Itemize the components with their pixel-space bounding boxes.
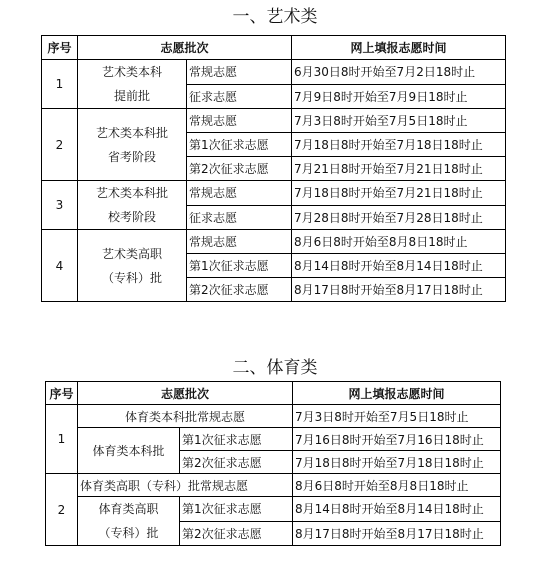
sports-schedule-table (45, 381, 501, 546)
time-cell: 8月6日8时开始至8月8日18时止 (293, 474, 501, 497)
group-number: 4 (42, 230, 78, 302)
table-row (46, 497, 501, 522)
time-cell: 7月28日8时开始至7月28日18时止 (292, 205, 506, 230)
group-number: 1 (46, 405, 78, 474)
table-row (42, 230, 506, 254)
batch-line: 校考阶段 (107, 210, 156, 224)
sub-batch: 常规志愿 (187, 181, 292, 206)
batch-line: （专科）批 (98, 526, 159, 540)
sub-batch: 征求志愿 (187, 84, 292, 109)
group-batch (78, 181, 187, 230)
batch-line: 艺术类本科 (101, 65, 162, 79)
time-cell: 7月3日8时开始至7月5日18时止 (292, 109, 506, 133)
group-number: 2 (42, 109, 78, 181)
group-batch (78, 230, 187, 302)
group-batch (78, 497, 180, 546)
time-cell: 8月6日8时开始至8月8日18时止 (292, 230, 506, 254)
art-schedule-table (41, 35, 506, 302)
batch-line: 艺术类本科批 (95, 186, 168, 200)
sub-batch: 第1次征求志愿 (187, 133, 292, 157)
full-batch: 体育类本科批常规志愿 (78, 405, 293, 428)
table-header-row (46, 382, 501, 405)
time-cell: 8月17日8时开始至8月17日18时止 (293, 521, 501, 546)
sub-batch: 常规志愿 (187, 60, 292, 85)
header-time: 网上填报志愿时间 (292, 36, 506, 60)
time-cell: 7月3日8时开始至7月5日18时止 (293, 405, 501, 428)
group-number: 1 (42, 60, 78, 109)
section-title-sports: 二、体育类 (232, 358, 318, 378)
table-row (42, 60, 506, 85)
sub-batch: 第2次征求志愿 (187, 157, 292, 181)
table-row (42, 181, 506, 206)
time-cell: 7月18日8时开始至7月18日18时止 (293, 451, 501, 474)
batch-line: 体育类高职 (98, 502, 159, 516)
header-seq: 序号 (42, 36, 78, 60)
time-cell: 7月18日8时开始至7月21日18时止 (292, 181, 506, 206)
table-row (46, 405, 501, 428)
sub-batch: 常规志愿 (187, 230, 292, 254)
group-batch (78, 60, 187, 109)
time-cell: 6月30日8时开始至7月2日18时止 (292, 60, 506, 85)
batch-line: 提前批 (113, 89, 150, 103)
section-title-art: 一、艺术类 (232, 7, 318, 27)
time-cell: 7月21日8时开始至7月21日18时止 (292, 157, 506, 181)
group-number: 3 (42, 181, 78, 230)
sub-batch: 第1次征求志愿 (187, 254, 292, 278)
table-row (46, 474, 501, 497)
time-cell: 7月18日8时开始至7月18日18时止 (292, 133, 506, 157)
sub-batch: 常规志愿 (187, 109, 292, 133)
time-cell: 7月16日8时开始至7月16日18时止 (293, 428, 501, 451)
group-batch: 体育类本科批 (78, 428, 180, 474)
time-cell: 8月14日8时开始至8月14日18时止 (293, 497, 501, 522)
sub-batch: 第2次征求志愿 (180, 451, 293, 474)
group-batch (78, 109, 187, 181)
header-time: 网上填报志愿时间 (293, 382, 501, 405)
table-row (46, 428, 501, 451)
batch-line: 艺术类高职 (101, 246, 162, 261)
time-cell: 7月9日8时开始至7月9日18时止 (292, 84, 506, 109)
header-batch: 志愿批次 (78, 382, 293, 405)
sub-batch: 第2次征求志愿 (187, 278, 292, 302)
sub-batch: 第2次征求志愿 (180, 521, 293, 546)
sub-batch: 第1次征求志愿 (180, 497, 293, 522)
batch-line: 省考阶段 (107, 149, 156, 164)
full-batch: 体育类高职（专科）批常规志愿 (78, 474, 293, 497)
batch-line: 艺术类本科批 (95, 125, 168, 140)
time-cell: 8月17日8时开始至8月17日18时止 (292, 278, 506, 302)
batch-line: （专科）批 (101, 270, 162, 285)
sub-batch: 第1次征求志愿 (180, 428, 293, 451)
time-cell: 8月14日8时开始至8月14日18时止 (292, 254, 506, 278)
sub-batch: 征求志愿 (187, 205, 292, 230)
table-header-row (42, 36, 506, 60)
table-row (42, 109, 506, 133)
header-batch: 志愿批次 (78, 36, 292, 60)
group-number: 2 (46, 474, 78, 546)
header-seq: 序号 (46, 382, 78, 405)
